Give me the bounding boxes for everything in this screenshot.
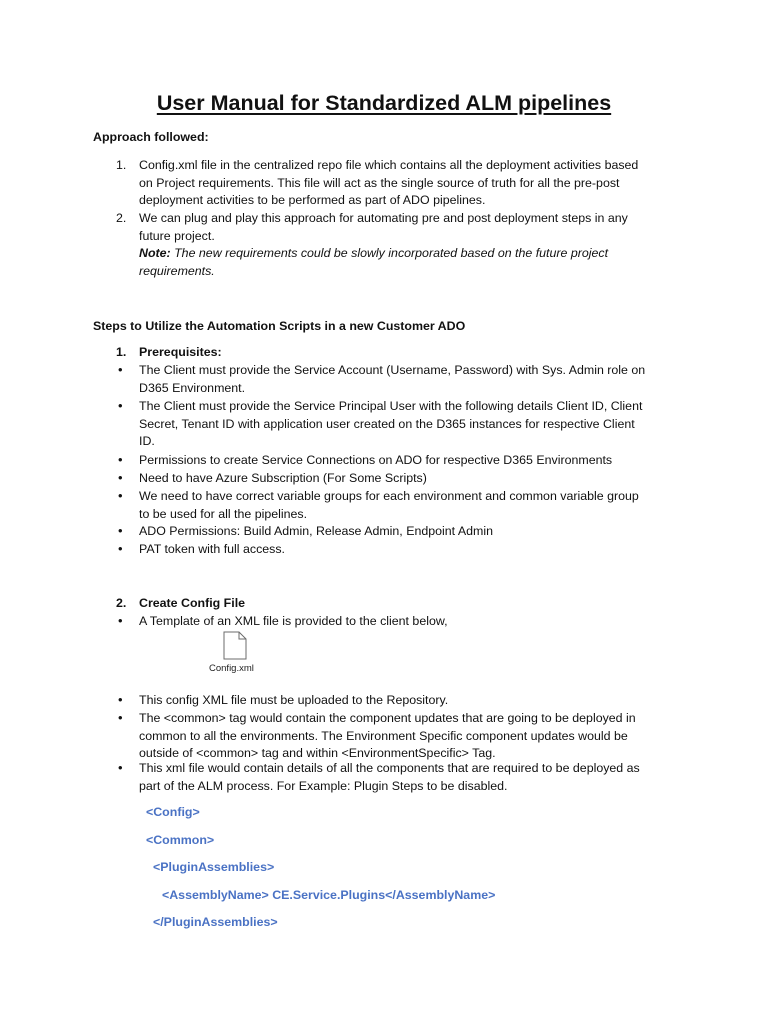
bullet-marker: •	[118, 452, 123, 467]
text-line: Need to have Azure Subscription (For Some Scripts)	[139, 471, 427, 485]
text-line: This xml file would contain details of all the components that are required to be deployed as	[139, 761, 640, 775]
bullet-marker: •	[118, 541, 123, 556]
prerequisite-bullet-6	[116, 523, 676, 541]
bullet-marker: •	[118, 398, 123, 413]
text-line: deployment activities to be performed as part of ADO pipelines.	[139, 193, 486, 207]
text-line: D365 Environment.	[139, 380, 246, 395]
text-line: common to all the environments. The Environment Specific component updates would be	[139, 728, 628, 743]
prerequisites-heading	[116, 344, 676, 362]
bullet-marker: •	[118, 362, 123, 377]
bullet-marker: •	[118, 488, 123, 503]
document-title: User Manual for Standardized ALM pipelines	[156, 91, 612, 115]
text-line: We need to have correct variable groups for each environment and common variable group	[139, 489, 639, 503]
note-text: The new requirements could be slowly incorporated based on the future project	[170, 246, 609, 260]
approach-item-1	[116, 157, 676, 210]
config-bullet-2	[116, 710, 676, 763]
approach-item-2	[116, 210, 676, 280]
text-line: The Client must provide the Service Account (Username, Password) with Sys. Admin role on	[139, 363, 646, 377]
text-line: part of the ALM process. For Example: Plugin Steps to be disabled.	[139, 778, 508, 793]
code-line-plugin-assemblies-open: <PluginAssemblies>	[153, 860, 275, 874]
prerequisites-label: Prerequisites:	[139, 345, 222, 359]
text-line: Permissions to create Service Connections on ADO for respective D365 Environments	[139, 453, 613, 467]
bullet-marker: •	[118, 523, 123, 538]
text-line: PAT token with full access.	[139, 542, 285, 556]
bullet-marker: •	[118, 692, 123, 707]
text-line: Config.xml file in the centralized repo file which contains all the deployment activities based	[139, 158, 639, 172]
text-line: future project.	[139, 228, 215, 243]
approach-item-1-number: 1.	[116, 158, 127, 172]
approach-heading: Approach followed:	[93, 130, 209, 144]
text-line: We can plug and play this approach for automating pre and post deployment steps in any	[139, 211, 628, 225]
bullet-marker: •	[118, 710, 123, 725]
text-line: Secret, Tenant ID with application user created on the D365 instances for respective Client	[139, 416, 635, 431]
code-line-plugin-assemblies-close: </PluginAssemblies>	[153, 915, 278, 929]
config-number: 2.	[116, 596, 127, 610]
config-bullet-1	[116, 692, 676, 710]
bullet-marker: •	[118, 613, 123, 628]
approach-item-1-text	[139, 157, 676, 210]
code-line-config: <Config>	[146, 805, 200, 819]
prerequisites-number: 1.	[116, 345, 127, 359]
text-line: ID.	[139, 434, 155, 448]
text-line: The <common> tag would contain the component updates that are going to be deployed in	[139, 711, 636, 725]
code-line-assembly-name: <AssemblyName> CE.Service.Plugins</AssemblyName>	[162, 888, 496, 902]
steps-heading: Steps to Utilize the Automation Scripts in a new Customer ADO	[93, 319, 466, 333]
prerequisite-bullet-2	[116, 398, 676, 451]
approach-item-2-text	[139, 210, 676, 280]
prerequisite-bullet-1	[116, 362, 676, 397]
prerequisite-bullet-5	[116, 488, 676, 523]
code-line-common: <Common>	[146, 833, 215, 847]
note-label: Note:	[139, 246, 171, 260]
prerequisite-bullet-7	[116, 541, 676, 559]
bullet-marker: •	[118, 760, 123, 775]
config-bullet-template	[116, 613, 676, 631]
note-text-continued: requirements.	[139, 263, 215, 278]
text-line: on Project requirements. This file will act as the single source of truth for all the pre-post	[139, 175, 620, 190]
approach-item-2-number: 2.	[116, 211, 127, 225]
text-line: This config XML file must be uploaded to the Repository.	[139, 693, 449, 707]
attachment-caption: Config.xml	[209, 663, 254, 674]
config-label: Create Config File	[139, 596, 246, 610]
text-line: outside of <common> tag and within <EnvironmentSpecific> Tag.	[139, 746, 496, 760]
prerequisite-bullet-4	[116, 470, 676, 488]
text-line: The Client must provide the Service Principal User with the following details Client ID, Client	[139, 399, 643, 413]
text-line: to be used for all the pipelines.	[139, 506, 308, 521]
text-line: ADO Permissions: Build Admin, Release Admin, Endpoint Admin	[139, 524, 493, 538]
text-line: A Template of an XML file is provided to the client below,	[139, 614, 448, 628]
config-heading	[116, 595, 676, 613]
prerequisite-bullet-3	[116, 452, 676, 470]
bullet-marker: •	[118, 470, 123, 485]
note-line	[139, 245, 676, 263]
config-bullet-3	[116, 760, 676, 795]
